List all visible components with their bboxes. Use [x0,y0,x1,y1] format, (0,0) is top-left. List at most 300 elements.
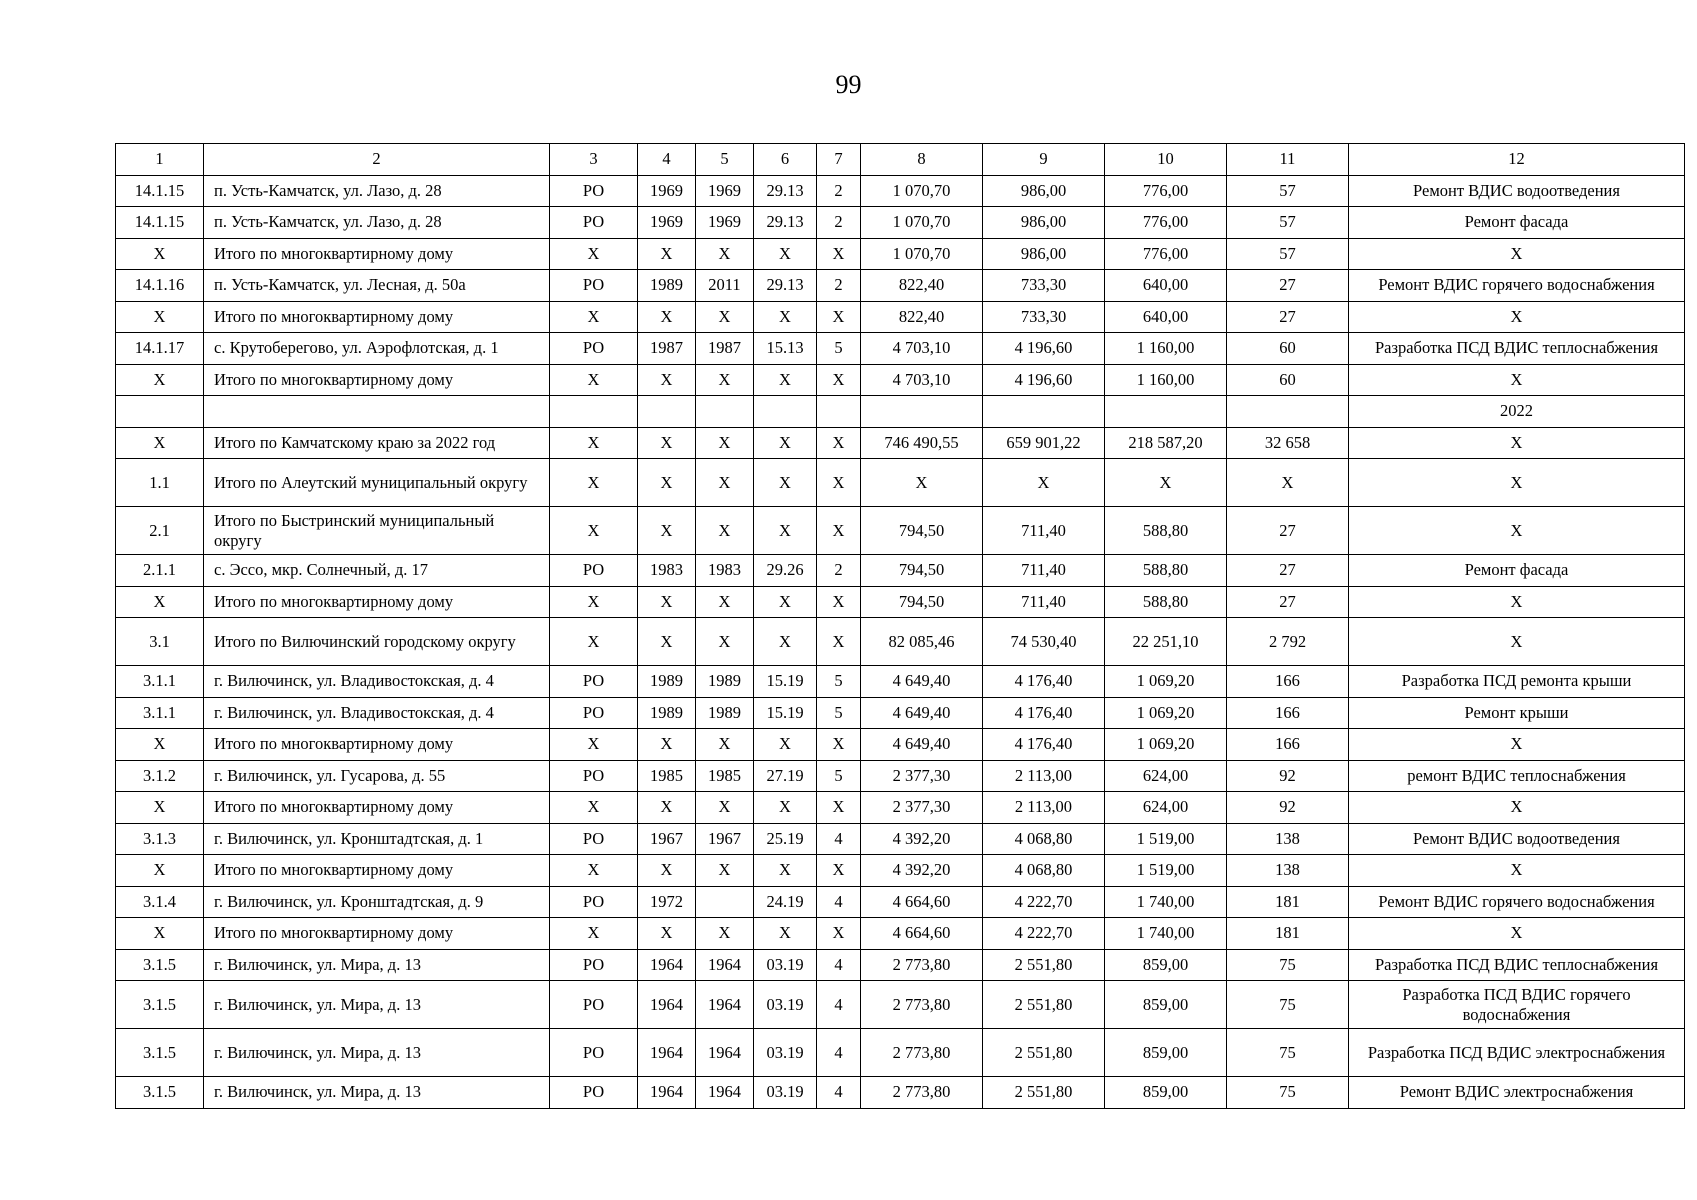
table-cell-col-8: 2 377,30 [861,792,983,824]
table-cell-col-10: 1 519,00 [1105,823,1227,855]
table-cell-col-6: X [754,427,817,459]
table-cell-col-2: г. Вилючинск, ул. Владивостокская, д. 4 [204,697,550,729]
table-cell-col-11: 138 [1227,823,1349,855]
table-cell-col-5: 1987 [696,333,754,365]
table-cell-col-2: г. Вилючинск, ул. Мира, д. 13 [204,981,550,1029]
table-cell-col-1: X [116,427,204,459]
table-cell-col-11: 57 [1227,175,1349,207]
table-cell-col-8: 4 703,10 [861,364,983,396]
table-cell-col-7: X [817,364,861,396]
table-cell-col-1: 14.1.15 [116,207,204,239]
table-cell-col-1: 3.1.4 [116,886,204,918]
table-cell-col-10: 624,00 [1105,792,1227,824]
table-row [116,949,1685,981]
table-cell-col-5: 2011 [696,270,754,302]
table-cell-col-9: 4 222,70 [983,886,1105,918]
table-cell-col-7: 2 [817,207,861,239]
table-cell-col-12: X [1349,729,1685,761]
table-cell-col-11: 166 [1227,666,1349,698]
table-row [116,1077,1685,1109]
table-cell-col-8: 1 070,70 [861,175,983,207]
table-cell-col-11: 57 [1227,207,1349,239]
table-cell-col-10: 776,00 [1105,175,1227,207]
header-cell-col-10: 10 [1105,144,1227,176]
table-cell-col-11: 92 [1227,760,1349,792]
table-cell-col-7: X [817,507,861,555]
table-cell-col-1: 2.1.1 [116,555,204,587]
table-cell-col-7: 4 [817,981,861,1029]
table-cell-col-5: 1985 [696,760,754,792]
table-cell-col-12: Ремонт ВДИС электроснабжения [1349,1077,1685,1109]
table-cell-col-3: X [550,238,638,270]
table-cell-col-2: Итого по многоквартирному дому [204,364,550,396]
table-cell-col-8: 2 773,80 [861,981,983,1029]
table-cell-col-12: X [1349,427,1685,459]
table-cell-col-2 [204,396,550,428]
table-cell-col-2: Итого по Алеутский муниципальный округу [204,459,550,507]
table-cell-col-12: Ремонт ВДИС горячего водоснабжения [1349,270,1685,302]
header-cell-col-7: 7 [817,144,861,176]
table-cell-col-9: 2 551,80 [983,1029,1105,1077]
table-cell-col-1: 14.1.16 [116,270,204,302]
table-cell-col-7: 4 [817,886,861,918]
table-cell-col-5: 1969 [696,207,754,239]
table-cell-col-9: 711,40 [983,555,1105,587]
table-cell-col-4: X [638,586,696,618]
table-cell-col-9: 2 551,80 [983,1077,1105,1109]
table-cell-col-9: 4 222,70 [983,918,1105,950]
table-cell-col-11: 2 792 [1227,618,1349,666]
table-cell-col-10: 640,00 [1105,301,1227,333]
table-cell-col-7: 4 [817,1029,861,1077]
table-cell-col-10: 859,00 [1105,1029,1227,1077]
table-cell-col-7: X [817,301,861,333]
table-cell-col-9: 733,30 [983,301,1105,333]
table-cell-col-9: 2 551,80 [983,949,1105,981]
table-cell-col-3: РО [550,949,638,981]
table-cell-col-10: 859,00 [1105,1077,1227,1109]
table-cell-col-12: Ремонт фасада [1349,555,1685,587]
table-cell-col-1 [116,396,204,428]
table-cell-col-8: 4 649,40 [861,666,983,698]
table-cell-col-9: 4 176,40 [983,729,1105,761]
table-cell-col-6: 25.19 [754,823,817,855]
table-cell-col-7: 2 [817,555,861,587]
table-cell-col-2: г. Вилючинск, ул. Владивостокская, д. 4 [204,666,550,698]
table-cell-col-1: X [116,792,204,824]
table-cell-col-4: 1964 [638,1029,696,1077]
table-cell-col-7: X [817,729,861,761]
table-cell-col-8: 822,40 [861,270,983,302]
table-cell-col-1: 3.1.5 [116,981,204,1029]
table-row [116,507,1685,555]
table-cell-col-1: 3.1.2 [116,760,204,792]
table-cell-col-12: Ремонт ВДИС горячего водоснабжения [1349,886,1685,918]
table-cell-col-4: 1964 [638,1077,696,1109]
table-row [116,1029,1685,1077]
table-cell-col-8: 1 070,70 [861,207,983,239]
table-cell-col-4: 1989 [638,697,696,729]
table-cell-col-2: с. Эссо, мкр. Солнечный, д. 17 [204,555,550,587]
table-cell-col-4: 1964 [638,949,696,981]
table-cell-col-5: 1964 [696,1077,754,1109]
table-cell-col-8: 4 664,60 [861,886,983,918]
table-cell-col-1: 3.1 [116,618,204,666]
table-cell-col-10: 1 069,20 [1105,729,1227,761]
table-cell-col-7: X [817,238,861,270]
table-cell-col-1: 1.1 [116,459,204,507]
table-cell-col-6: 29.13 [754,175,817,207]
table-cell-col-12: Разработка ПСД ремонта крыши [1349,666,1685,698]
table-cell-col-10: 776,00 [1105,238,1227,270]
table-row [116,729,1685,761]
table-cell-col-11: 32 658 [1227,427,1349,459]
table-cell-col-5: X [696,586,754,618]
table-cell-col-10: 1 160,00 [1105,333,1227,365]
table-cell-col-8: 2 773,80 [861,1077,983,1109]
table-cell-col-12: X [1349,238,1685,270]
table-cell-col-4: X [638,459,696,507]
table-cell-col-7: X [817,855,861,887]
table-cell-col-4: 1983 [638,555,696,587]
table-cell-col-3: X [550,507,638,555]
table-cell-col-4: 1969 [638,175,696,207]
table-cell-col-5: X [696,301,754,333]
table-cell-col-3: РО [550,697,638,729]
table-cell-col-5: X [696,459,754,507]
table-cell-col-9: 2 551,80 [983,981,1105,1029]
table-cell-col-2: Итого по многоквартирному дому [204,855,550,887]
table-cell-col-11: 27 [1227,586,1349,618]
table-cell-col-2: п. Усть-Камчатск, ул. Лазо, д. 28 [204,175,550,207]
table-row [116,207,1685,239]
table-cell-col-5 [696,396,754,428]
table-cell-col-12: ремонт ВДИС теплоснабжения [1349,760,1685,792]
table-cell-col-4: 1985 [638,760,696,792]
table-cell-col-5: X [696,729,754,761]
table-cell-col-9: 711,40 [983,586,1105,618]
table-cell-col-5: 1964 [696,1029,754,1077]
table-cell-col-7: X [817,427,861,459]
table-cell-col-5: X [696,792,754,824]
table-cell-col-9: 4 196,60 [983,333,1105,365]
table-cell-col-12: Ремонт крыши [1349,697,1685,729]
table-cell-col-9: 986,00 [983,175,1105,207]
table-cell-col-1: X [116,301,204,333]
table-cell-col-6: X [754,238,817,270]
table-cell-col-7: X [817,618,861,666]
table-row [116,855,1685,887]
table-cell-col-1: 3.1.3 [116,823,204,855]
table-cell-col-4: 1967 [638,823,696,855]
table-cell-col-2: г. Вилючинск, ул. Кронштадтская, д. 9 [204,886,550,918]
table-cell-col-1: 3.1.5 [116,1029,204,1077]
table-cell-col-9: X [983,459,1105,507]
table-row [116,238,1685,270]
table-cell-col-6: X [754,729,817,761]
table-cell-col-2: Итого по многоквартирному дому [204,586,550,618]
table-cell-col-7: X [817,586,861,618]
table-cell-col-5: X [696,427,754,459]
table-cell-col-10: 776,00 [1105,207,1227,239]
table-cell-col-4: X [638,507,696,555]
table-cell-col-6: 15.19 [754,697,817,729]
table-cell-col-2: Итого по Быстринский муниципальный округу [204,507,550,555]
header-cell-col-1: 1 [116,144,204,176]
table-cell-col-4 [638,396,696,428]
table-cell-col-4: 1987 [638,333,696,365]
table-cell-col-3: РО [550,207,638,239]
table-row [116,981,1685,1029]
table-row [116,792,1685,824]
table-cell-col-12: Ремонт ВДИС водоотведения [1349,823,1685,855]
table-cell-col-6: X [754,586,817,618]
table-cell-col-11: 75 [1227,1077,1349,1109]
table-row [116,823,1685,855]
table-row [116,459,1685,507]
table-cell-col-9: 711,40 [983,507,1105,555]
table-cell-col-6: X [754,364,817,396]
table-cell-col-10: 1 069,20 [1105,666,1227,698]
table-cell-col-11: 75 [1227,1029,1349,1077]
table-row [116,618,1685,666]
table-cell-col-8: 4 664,60 [861,918,983,950]
table-cell-col-2: Итого по многоквартирному дому [204,792,550,824]
table-row [116,586,1685,618]
table-cell-col-6: 15.13 [754,333,817,365]
table-cell-col-4: X [638,301,696,333]
table-cell-col-11: 27 [1227,507,1349,555]
table-cell-col-2: Итого по многоквартирному дому [204,729,550,761]
table-cell-col-12: Разработка ПСД ВДИС теплоснабжения [1349,333,1685,365]
table-cell-col-8: 82 085,46 [861,618,983,666]
table-cell-col-3: РО [550,666,638,698]
header-cell-col-3: 3 [550,144,638,176]
table-cell-col-7: X [817,918,861,950]
table-cell-col-12: X [1349,507,1685,555]
table-cell-col-3: РО [550,333,638,365]
table-row [116,270,1685,302]
table-cell-col-7: 5 [817,333,861,365]
table-cell-col-9: 4 068,80 [983,823,1105,855]
table-cell-col-11: X [1227,459,1349,507]
table-cell-col-3: X [550,364,638,396]
table-cell-col-3: РО [550,1077,638,1109]
table-cell-col-11: 27 [1227,270,1349,302]
table-cell-col-8: 4 392,20 [861,823,983,855]
table-cell-col-6: 29.26 [754,555,817,587]
table-cell-col-12: X [1349,301,1685,333]
table-cell-col-6: X [754,301,817,333]
table-cell-col-9 [983,396,1105,428]
table-cell-col-4: 1989 [638,666,696,698]
table-cell-col-6: 29.13 [754,270,817,302]
table-cell-col-3: X [550,855,638,887]
table-row [116,666,1685,698]
table-cell-col-7: 5 [817,666,861,698]
table-cell-col-3: РО [550,270,638,302]
table-cell-col-4: 1964 [638,981,696,1029]
header-cell-col-12: 12 [1349,144,1685,176]
table-cell-col-4: X [638,238,696,270]
table-cell-col-9: 4 196,60 [983,364,1105,396]
table-row [116,427,1685,459]
table-cell-col-1: 3.1.1 [116,666,204,698]
table-cell-col-10 [1105,396,1227,428]
table-cell-col-8: 1 070,70 [861,238,983,270]
table-cell-col-7: 4 [817,823,861,855]
table-cell-col-1: 14.1.17 [116,333,204,365]
capital-repair-table [115,143,1685,1109]
table-row [116,396,1685,428]
table-cell-col-11: 57 [1227,238,1349,270]
table-cell-col-11: 181 [1227,886,1349,918]
table-cell-col-8 [861,396,983,428]
table-cell-col-4: 1969 [638,207,696,239]
table-cell-col-8: 4 703,10 [861,333,983,365]
table-cell-col-1: 3.1.1 [116,697,204,729]
table-cell-col-8: 2 773,80 [861,949,983,981]
table-cell-col-2: п. Усть-Камчатск, ул. Лазо, д. 28 [204,207,550,239]
table-cell-col-6: 29.13 [754,207,817,239]
table-cell-col-2: Итого по многоквартирному дому [204,301,550,333]
table-cell-col-2: Итого по многоквартирному дому [204,238,550,270]
table-cell-col-7: 5 [817,760,861,792]
header-cell-col-6: 6 [754,144,817,176]
table-cell-col-10: 218 587,20 [1105,427,1227,459]
table-row [116,918,1685,950]
table-cell-col-3 [550,396,638,428]
table-row [116,697,1685,729]
table-cell-col-12: X [1349,792,1685,824]
table-cell-col-1: 3.1.5 [116,949,204,981]
table-cell-col-9: 4 068,80 [983,855,1105,887]
table-cell-col-5: X [696,238,754,270]
header-cell-col-11: 11 [1227,144,1349,176]
table-cell-col-9: 986,00 [983,207,1105,239]
table-cell-col-6: X [754,618,817,666]
table-cell-col-8: 4 649,40 [861,697,983,729]
table-cell-col-3: X [550,618,638,666]
table-cell-col-11: 166 [1227,729,1349,761]
table-cell-col-3: X [550,301,638,333]
table-cell-col-1: X [116,238,204,270]
table-row [116,301,1685,333]
table-cell-col-6: X [754,918,817,950]
table-cell-col-12: X [1349,459,1685,507]
table-cell-col-12: 2022 [1349,396,1685,428]
table-cell-col-10: 1 519,00 [1105,855,1227,887]
table-cell-col-8: 746 490,55 [861,427,983,459]
table-cell-col-3: РО [550,760,638,792]
table-cell-col-12: Разработка ПСД ВДИС горячего водоснабжения [1349,981,1685,1029]
table-cell-col-6: X [754,855,817,887]
table-cell-col-2: г. Вилючинск, ул. Мира, д. 13 [204,1077,550,1109]
table-cell-col-6: X [754,507,817,555]
table-cell-col-2: г. Вилючинск, ул. Кронштадтская, д. 1 [204,823,550,855]
table-cell-col-7: 2 [817,270,861,302]
table-cell-col-1: 14.1.15 [116,175,204,207]
table-cell-col-10: 1 740,00 [1105,886,1227,918]
table-cell-col-6: 27.19 [754,760,817,792]
table-cell-col-3: X [550,459,638,507]
table-cell-col-11: 166 [1227,697,1349,729]
table-cell-col-12: Ремонт ВДИС водоотведения [1349,175,1685,207]
table-cell-col-5: 1989 [696,697,754,729]
table-cell-col-12: Разработка ПСД ВДИС электроснабжения [1349,1029,1685,1077]
table-cell-col-11 [1227,396,1349,428]
table-cell-col-10: 640,00 [1105,270,1227,302]
table-cell-col-6: 03.19 [754,1029,817,1077]
table-cell-col-12: X [1349,618,1685,666]
table-cell-col-4: X [638,618,696,666]
table-cell-col-1: X [116,918,204,950]
table-cell-col-12: X [1349,918,1685,950]
header-cell-col-9: 9 [983,144,1105,176]
table-cell-col-11: 27 [1227,301,1349,333]
table-cell-col-10: 859,00 [1105,981,1227,1029]
table-cell-col-6: 03.19 [754,949,817,981]
table-cell-col-10: 588,80 [1105,507,1227,555]
table-cell-col-9: 4 176,40 [983,697,1105,729]
table-cell-col-8: X [861,459,983,507]
table-cell-col-10: 588,80 [1105,586,1227,618]
table-cell-col-3: X [550,729,638,761]
table-cell-col-1: 3.1.5 [116,1077,204,1109]
table-cell-col-12: X [1349,855,1685,887]
table-cell-col-11: 75 [1227,981,1349,1029]
table-cell-col-6: 24.19 [754,886,817,918]
table-cell-col-5: X [696,918,754,950]
table-cell-col-5: X [696,507,754,555]
table-cell-col-10: 859,00 [1105,949,1227,981]
table-cell-col-3: РО [550,823,638,855]
table-cell-col-9: 659 901,22 [983,427,1105,459]
table-cell-col-6: 03.19 [754,1077,817,1109]
table-cell-col-9: 2 113,00 [983,792,1105,824]
table-cell-col-5 [696,886,754,918]
table-cell-col-4: X [638,792,696,824]
table-cell-col-7: X [817,459,861,507]
table-row [116,364,1685,396]
table-cell-col-10: 22 251,10 [1105,618,1227,666]
table-cell-col-9: 733,30 [983,270,1105,302]
table-cell-col-6: 03.19 [754,981,817,1029]
page-number: 99 [835,70,862,99]
table-cell-col-8: 4 392,20 [861,855,983,887]
table-cell-col-11: 75 [1227,949,1349,981]
table-cell-col-8: 794,50 [861,555,983,587]
table-cell-col-10: 588,80 [1105,555,1227,587]
table-cell-col-1: X [116,729,204,761]
table-cell-col-5: X [696,618,754,666]
table-cell-col-4: X [638,855,696,887]
table-cell-col-11: 60 [1227,333,1349,365]
table-cell-col-6: X [754,459,817,507]
table-cell-col-2: г. Вилючинск, ул. Мира, д. 13 [204,949,550,981]
table-cell-col-7: X [817,792,861,824]
table-cell-col-4: X [638,729,696,761]
table-cell-col-8: 4 649,40 [861,729,983,761]
table-cell-col-3: РО [550,175,638,207]
table-cell-col-2: г. Вилючинск, ул. Гусарова, д. 55 [204,760,550,792]
table-cell-col-6 [754,396,817,428]
table-cell-col-5: 1989 [696,666,754,698]
header-cell-col-2: 2 [204,144,550,176]
table-cell-col-5: 1964 [696,949,754,981]
table-cell-col-3: X [550,427,638,459]
table-cell-col-1: X [116,855,204,887]
